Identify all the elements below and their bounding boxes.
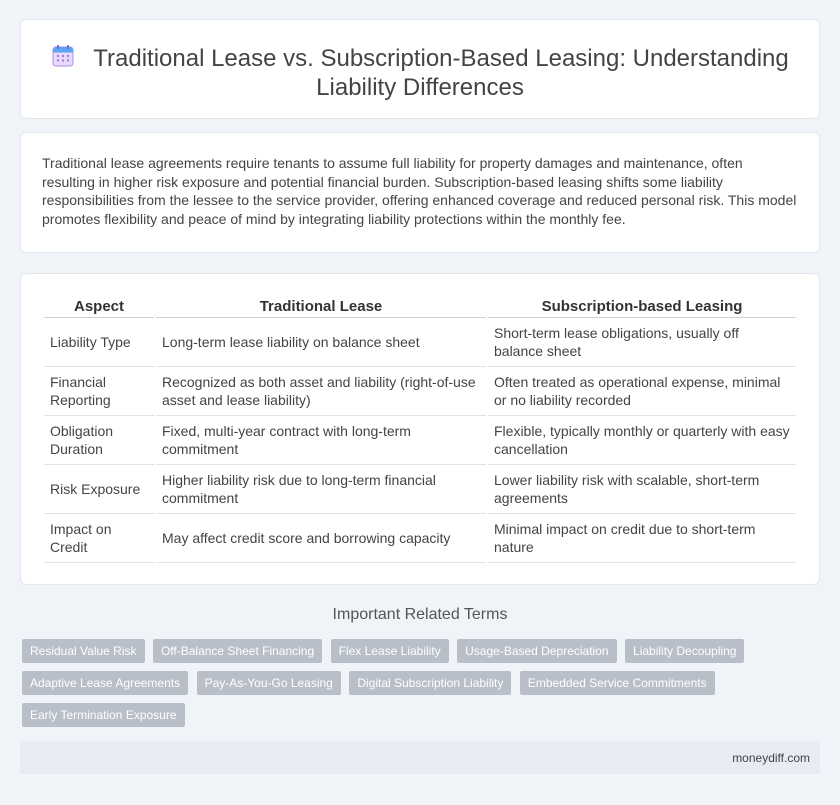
related-term-tag[interactable]: Off-Balance Sheet Financing (153, 639, 322, 663)
related-term-tag[interactable]: Usage-Based Depreciation (457, 639, 616, 663)
title-wrap (21, 44, 819, 102)
title-card (20, 19, 820, 119)
related-term-tag[interactable]: Residual Value Risk (22, 639, 145, 663)
table-cell: Recognized as both asset and liability (right-of-use asset and lease liability) (156, 367, 486, 416)
related-term-tag[interactable]: Flex Lease Liability (331, 639, 449, 663)
table-cell: Flexible, typically monthly or quarterly with easy cancellation (488, 416, 796, 465)
table-row (44, 416, 796, 465)
intro-card (20, 132, 820, 253)
related-term-tag[interactable]: Adaptive Lease Agreements (22, 671, 188, 695)
table-cell: Higher liability risk due to long-term financial commitment (156, 465, 486, 514)
table-cell: Financial Reporting (44, 367, 154, 416)
table-cell: Lower liability risk with scalable, short-term agreements (488, 465, 796, 514)
table-cell: Liability Type (44, 318, 154, 367)
table-cell: Minimal impact on credit due to short-term nature (488, 514, 796, 563)
related-term-tag[interactable]: Embedded Service Commitments (520, 671, 715, 695)
table-cell: Obligation Duration (44, 416, 154, 465)
footer (20, 741, 820, 774)
table-cell: Risk Exposure (44, 465, 154, 514)
page-title (21, 44, 819, 102)
table-cell: Long-term lease liability on balance sheet (156, 318, 486, 367)
header-traditional-lease: Traditional Lease (156, 296, 486, 318)
header-aspect: Aspect (44, 296, 154, 318)
table-row (44, 318, 796, 367)
related-term-tag[interactable]: Digital Subscription Liability (349, 671, 511, 695)
related-term-tag[interactable]: Early Termination Exposure (22, 703, 185, 727)
related-term-tag[interactable]: Pay-As-You-Go Leasing (197, 671, 341, 695)
intro-paragraph: Traditional lease agreements require tenants to assume full liability for property damages and maintenance, often resulting in higher risk exposure and potential financial burden. Subscription-based leasing shifts some liability responsibilities from the lessee to the service provider, offering enhanced coverage and reduced personal risk. This model promotes flexibility and peace of mind by integrating liability protections within the monthly fee. (42, 155, 797, 227)
table-row (44, 367, 796, 416)
related-terms-heading: Important Related Terms (332, 606, 508, 623)
calendar-icon (51, 44, 75, 68)
comparison-table (42, 296, 798, 563)
comparison-table-card (20, 273, 820, 585)
related-term-tag[interactable]: Liability Decoupling (625, 639, 744, 663)
header-subscription-leasing: Subscription-based Leasing (488, 296, 796, 318)
page-title-text: Traditional Lease vs. Subscription-Based Leasing: Understanding Liability Differences (93, 45, 789, 101)
table-cell: Short-term lease obligations, usually off balance sheet (488, 318, 796, 367)
table-row (44, 514, 796, 563)
related-terms-tags (22, 639, 762, 735)
table-row (44, 465, 796, 514)
table-cell: Fixed, multi-year contract with long-term commitment (156, 416, 486, 465)
table-cell: May affect credit score and borrowing capacity (156, 514, 486, 563)
table-cell: Often treated as operational expense, minimal or no liability recorded (488, 367, 796, 416)
table-cell: Impact on Credit (44, 514, 154, 563)
table-header-row (44, 296, 796, 318)
footer-site-link[interactable]: moneydiff.com (732, 751, 810, 765)
